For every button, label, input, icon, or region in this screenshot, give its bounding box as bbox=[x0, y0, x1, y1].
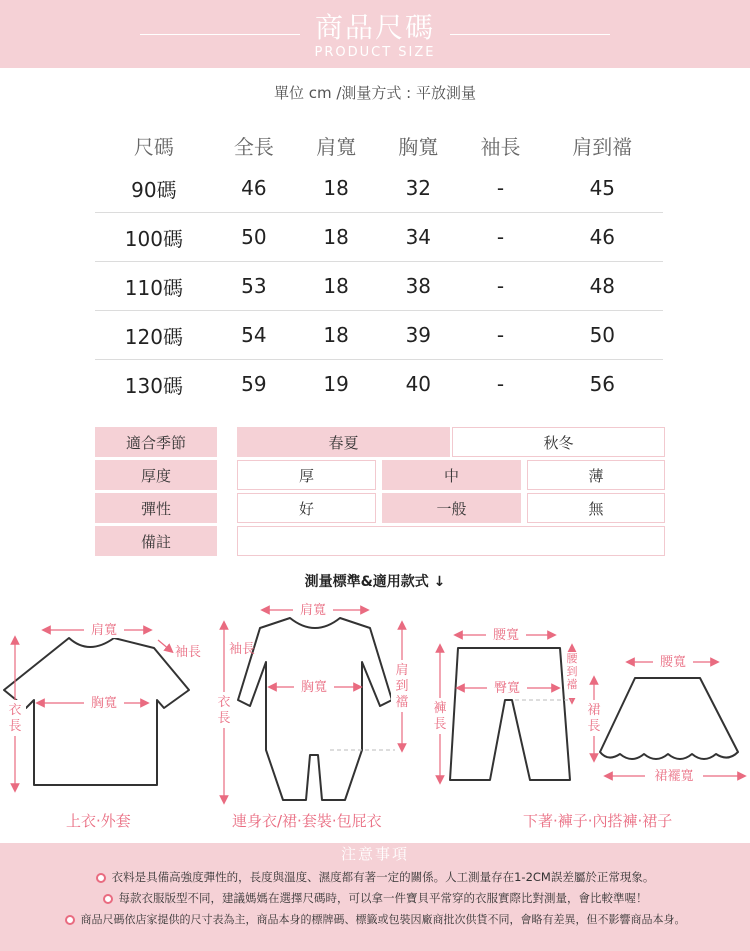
note-item bbox=[0, 869, 750, 885]
season-option-autumn-winter: 秋冬 bbox=[452, 427, 665, 457]
romper-length-char: 長 bbox=[217, 711, 231, 726]
tshirt-sleeve-arrow bbox=[158, 640, 170, 650]
thickness-option-thin: 薄 bbox=[527, 460, 665, 490]
skirt-hem-label: 裙襬寬 bbox=[654, 769, 694, 784]
value-cell: 18 bbox=[295, 262, 377, 311]
category-tops: 上衣·外套 bbox=[66, 812, 131, 830]
tshirt-length-label bbox=[8, 703, 21, 734]
value-cell: 56 bbox=[589, 372, 616, 396]
skirt-outline bbox=[600, 678, 738, 759]
romper-chest-label: 胸寬 bbox=[300, 680, 328, 695]
table-row bbox=[95, 213, 663, 262]
tshirt-diagram bbox=[4, 620, 201, 788]
value-cell: 50 bbox=[542, 311, 663, 360]
bullet-icon bbox=[103, 894, 113, 904]
romper-shoulder-crotch-label bbox=[395, 663, 408, 710]
romper-sleeve-label: 袖長 bbox=[228, 642, 256, 657]
value-cell: 53 bbox=[213, 262, 295, 311]
pants-waist-crotch-label bbox=[567, 652, 579, 691]
value-cell: 18 bbox=[295, 311, 377, 360]
size-table-header bbox=[95, 126, 663, 164]
value-cell: - bbox=[496, 372, 505, 396]
value-cell: 45 bbox=[542, 164, 663, 213]
value-cell: 38 bbox=[377, 262, 459, 311]
table-row bbox=[95, 360, 663, 409]
notes-title: 注意事項 bbox=[340, 845, 409, 863]
value-cell: 18 bbox=[295, 213, 377, 262]
bullet-icon bbox=[96, 873, 106, 883]
elasticity-label: 彈性 bbox=[95, 493, 217, 523]
skirt-length-char: 長 bbox=[587, 719, 601, 734]
skirt-length-label bbox=[587, 703, 600, 734]
bullet-icon bbox=[65, 915, 75, 925]
value-cell: 46 bbox=[213, 164, 295, 213]
col-shoulder: 肩寬 bbox=[316, 134, 357, 159]
category-rompers: 連身衣/裙·套裝·包屁衣 bbox=[232, 812, 382, 830]
value-cell: - bbox=[459, 262, 541, 311]
value-cell: 48 bbox=[542, 262, 663, 311]
col-length: 全長 bbox=[233, 134, 274, 159]
pants-waist-label: 腰寬 bbox=[492, 628, 520, 643]
skirt-waist-label: 腰寬 bbox=[659, 655, 687, 670]
romper-sc-char: 襠 bbox=[395, 695, 409, 710]
romper-shoulder-label: 肩寬 bbox=[299, 603, 327, 618]
measurement-diagrams bbox=[0, 590, 750, 840]
value-cell: - bbox=[459, 311, 541, 360]
size-cell: 100碼 bbox=[95, 213, 213, 262]
size-cell: 90碼 bbox=[95, 164, 213, 213]
col-chest: 胸寬 bbox=[398, 134, 439, 159]
pants-outline bbox=[450, 648, 570, 780]
category-bottoms: 下著·褲子·內搭褲·裙子 bbox=[523, 812, 673, 830]
col-size: 尺碼 bbox=[133, 134, 174, 159]
skirt-length-char: 裙 bbox=[587, 703, 601, 718]
value-cell: 19 bbox=[323, 372, 349, 396]
romper-outline bbox=[238, 618, 392, 800]
size-cell: 130碼 bbox=[124, 373, 183, 398]
col-shoulder-crotch: 肩到襠 bbox=[572, 134, 633, 159]
size-cell: 120碼 bbox=[95, 311, 213, 360]
elasticity-option-normal: 一般 bbox=[382, 493, 521, 523]
tshirt-shoulder-label: 肩寬 bbox=[90, 623, 118, 638]
season-option-spring-summer: 春夏 bbox=[237, 427, 450, 457]
note-item bbox=[0, 890, 750, 906]
romper-sc-char: 肩 bbox=[395, 663, 409, 678]
thickness-label: 厚度 bbox=[95, 460, 217, 490]
romper-length-label bbox=[217, 695, 230, 726]
value-cell: 59 bbox=[241, 372, 267, 396]
table-row bbox=[95, 262, 663, 311]
value-cell: 34 bbox=[377, 213, 459, 262]
thickness-option-thick: 厚 bbox=[237, 460, 376, 490]
pants-hip-label: 臀寬 bbox=[493, 681, 521, 696]
elasticity-option-good: 好 bbox=[237, 493, 376, 523]
value-cell: 40 bbox=[405, 372, 432, 396]
value-cell: 54 bbox=[213, 311, 295, 360]
pants-wc-char: 襠 bbox=[566, 678, 578, 691]
pants-wc-char: 腰 bbox=[566, 652, 578, 665]
tshirt-outline bbox=[4, 638, 189, 785]
note-text: 商品尺碼依店家提供的尺寸表為主，商品本身的標牌碼、標籤或包裝因廠商批次供貨不同，會略有差異，但不影響商品本身。 bbox=[80, 913, 686, 926]
tshirt-sleeve-label: 袖長 bbox=[174, 645, 202, 660]
note-text: 衣料是具備高強度彈性的，長度與溫度、濕度都有著一定的關係。人工測量存在1-2CM誤差屬於正常現象。 bbox=[111, 870, 655, 884]
size-cell: 110碼 bbox=[95, 262, 213, 311]
remarks-label: 備註 bbox=[95, 526, 217, 556]
pants-length-char: 褲 bbox=[433, 701, 447, 716]
value-cell: 32 bbox=[377, 164, 459, 213]
remarks-value bbox=[237, 526, 665, 556]
pants-length-char: 長 bbox=[433, 717, 447, 732]
value-cell: 50 bbox=[213, 213, 295, 262]
value-cell: - bbox=[459, 164, 541, 213]
size-table bbox=[95, 126, 663, 408]
tshirt-length-char: 衣 bbox=[8, 703, 22, 718]
tshirt-length-char: 長 bbox=[8, 719, 22, 734]
pants-diagram bbox=[429, 625, 579, 780]
measurement-unit-note: 單位 cm /測量方式 : 平放測量 bbox=[273, 84, 477, 102]
romper-diagram bbox=[213, 600, 413, 800]
value-cell: - bbox=[459, 213, 541, 262]
romper-length-char: 衣 bbox=[217, 695, 231, 710]
pants-wc-char: 到 bbox=[566, 665, 578, 678]
value-cell: 18 bbox=[295, 164, 377, 213]
tshirt-chest-label: 胸寬 bbox=[90, 696, 118, 711]
measurement-guide-title: 測量標準&適用款式 ↓ bbox=[304, 574, 446, 590]
season-label: 適合季節 bbox=[95, 427, 217, 457]
col-sleeve: 袖長 bbox=[480, 134, 521, 159]
table-row bbox=[95, 311, 663, 360]
elasticity-option-none: 無 bbox=[527, 493, 665, 523]
note-text: 每款衣服版型不同，建議媽媽在選擇尺碼時，可以拿一件寶貝平常穿的衣服實際比對測量，會比較準喔！ bbox=[118, 891, 648, 905]
page-subtitle: PRODUCT SIZE bbox=[314, 45, 436, 60]
note-item bbox=[0, 911, 750, 927]
value-cell: 46 bbox=[542, 213, 663, 262]
value-cell: 39 bbox=[377, 311, 459, 360]
skirt-diagram bbox=[583, 652, 742, 784]
table-row bbox=[95, 164, 663, 213]
romper-sc-char: 到 bbox=[395, 679, 409, 694]
page-title: 商品尺碼 bbox=[314, 11, 435, 44]
thickness-option-medium: 中 bbox=[382, 460, 521, 490]
